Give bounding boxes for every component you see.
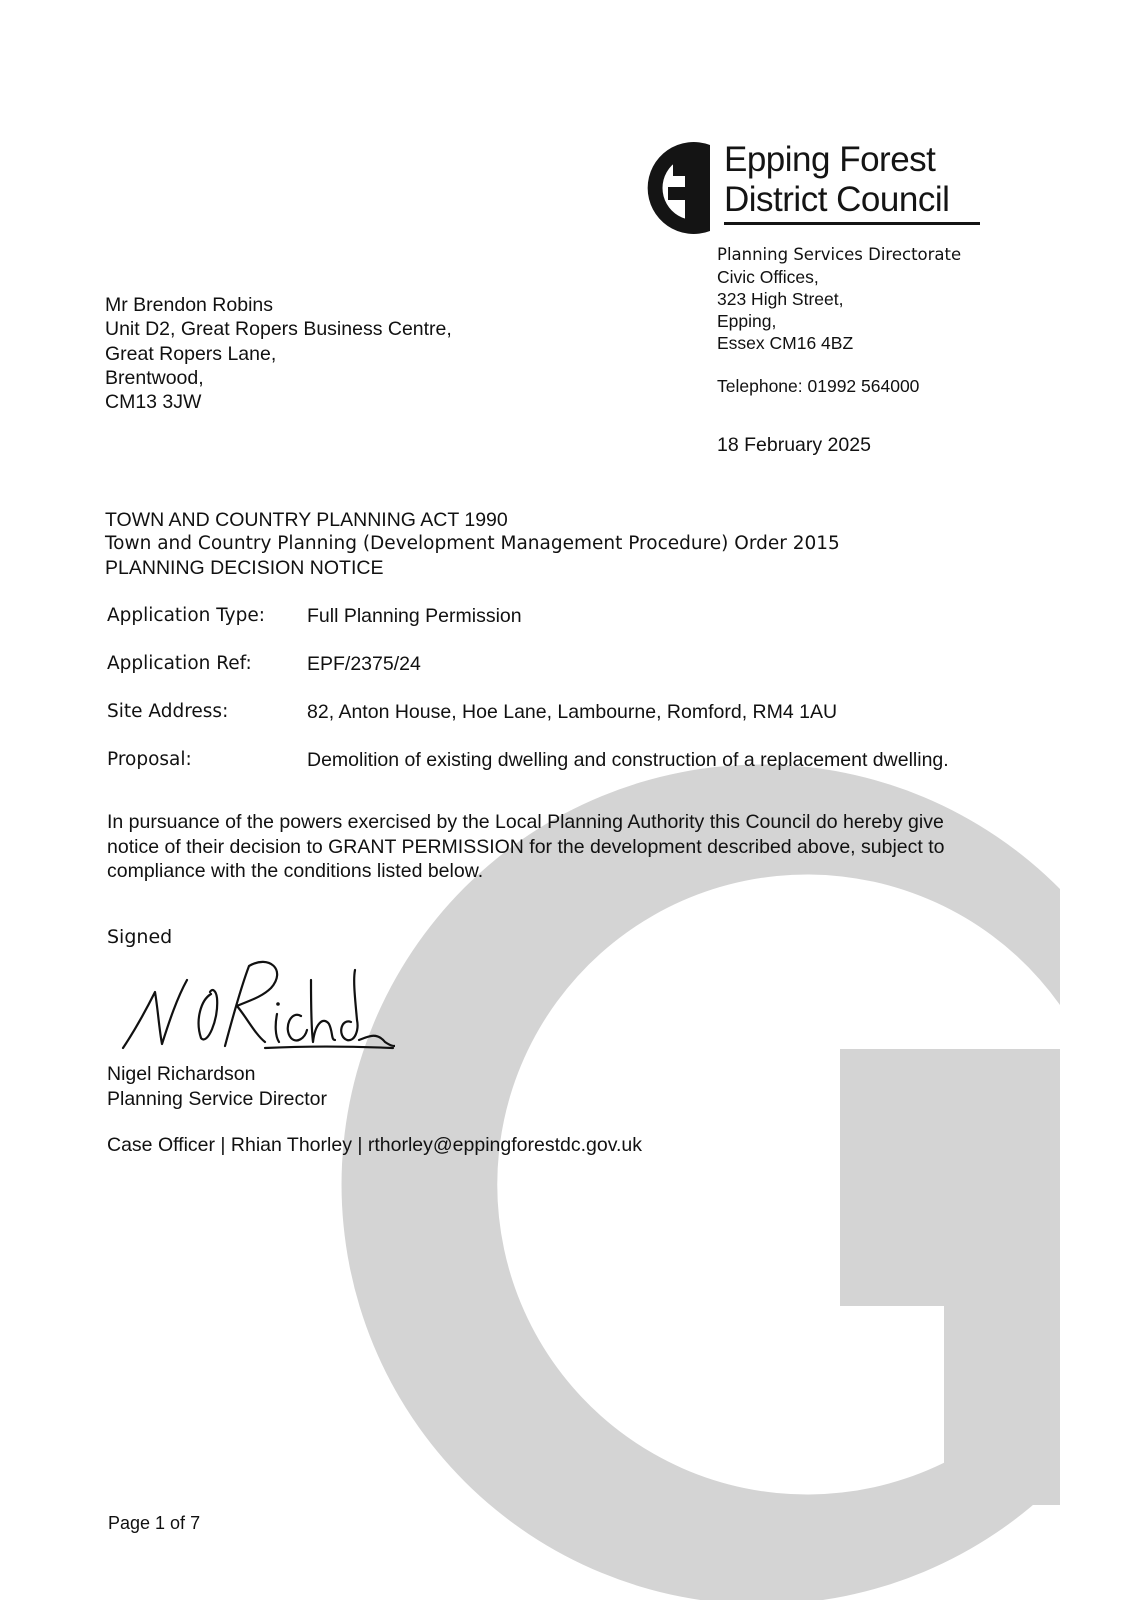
logo-underline (724, 222, 980, 225)
signatory-name: Nigel Richardson (107, 1063, 256, 1085)
application-type-value: Full Planning Permission (307, 605, 522, 627)
page-number: Page 1 of 7 (108, 1513, 201, 1533)
application-ref-value: EPF/2375/24 (307, 653, 421, 675)
signatory (107, 1062, 327, 1111)
recipient-line-2: Unit D2, Great Ropers Business Centre, (105, 318, 452, 341)
decision-line-3: compliance with the conditions listed below. (107, 860, 484, 882)
council-telephone: Telephone: 01992 564000 (717, 376, 920, 396)
recipient-line-4: Brentwood, (105, 366, 204, 389)
recipient-line-5: CM13 3JW (105, 391, 202, 414)
council-name-line-2: District Council (724, 180, 950, 219)
proposal-value: Demolition of existing dwelling and construction of a replacement dwelling. (307, 749, 949, 771)
council-address (717, 244, 961, 354)
application-type-label: Application Type: (107, 605, 265, 626)
site-address-label: Site Address: (107, 701, 229, 722)
order-title: Town and Country Planning (Development Management Procedure) Order 2015 (105, 533, 840, 554)
decision-statement (107, 810, 944, 884)
notice-heading (105, 508, 840, 580)
handwritten-signature (115, 950, 395, 1065)
recipient-line-3: Great Ropers Lane, (105, 342, 277, 365)
recipient-line-1: Mr Brendon Robins (105, 294, 273, 316)
address-line-4: Essex CM16 4BZ (717, 333, 854, 353)
address-line-2: 323 High Street, (717, 289, 844, 309)
decision-line-2: notice of their decision to GRANT PERMISSION for the development described above, subject to (107, 835, 945, 858)
application-ref-label: Application Ref: (107, 653, 252, 674)
letter-date: 18 February 2025 (717, 434, 871, 456)
directorate: Planning Services Directorate (717, 245, 962, 264)
address-line-3: Epping, (717, 311, 777, 331)
signatory-title: Planning Service Director (107, 1087, 328, 1110)
council-logo-icon (638, 140, 738, 236)
act-title: TOWN AND COUNTRY PLANNING ACT 1990 (105, 509, 508, 531)
notice-title: PLANNING DECISION NOTICE (105, 557, 384, 579)
signed-label: Signed (107, 926, 173, 948)
address-line-1: Civic Offices, (717, 267, 819, 287)
council-name (724, 140, 949, 220)
site-address-value: 82, Anton House, Hoe Lane, Lambourne, Romford, RM4 1AU (307, 701, 838, 723)
proposal-label: Proposal: (107, 749, 192, 770)
recipient-address (105, 293, 452, 414)
case-officer: Case Officer | Rhian Thorley | rthorley@eppingforestdc.gov.uk (107, 1134, 643, 1156)
council-name-line-1: Epping Forest (724, 140, 936, 179)
decision-line-1: In pursuance of the powers exercised by the Local Planning Authority this Council do hereby give (107, 811, 944, 833)
